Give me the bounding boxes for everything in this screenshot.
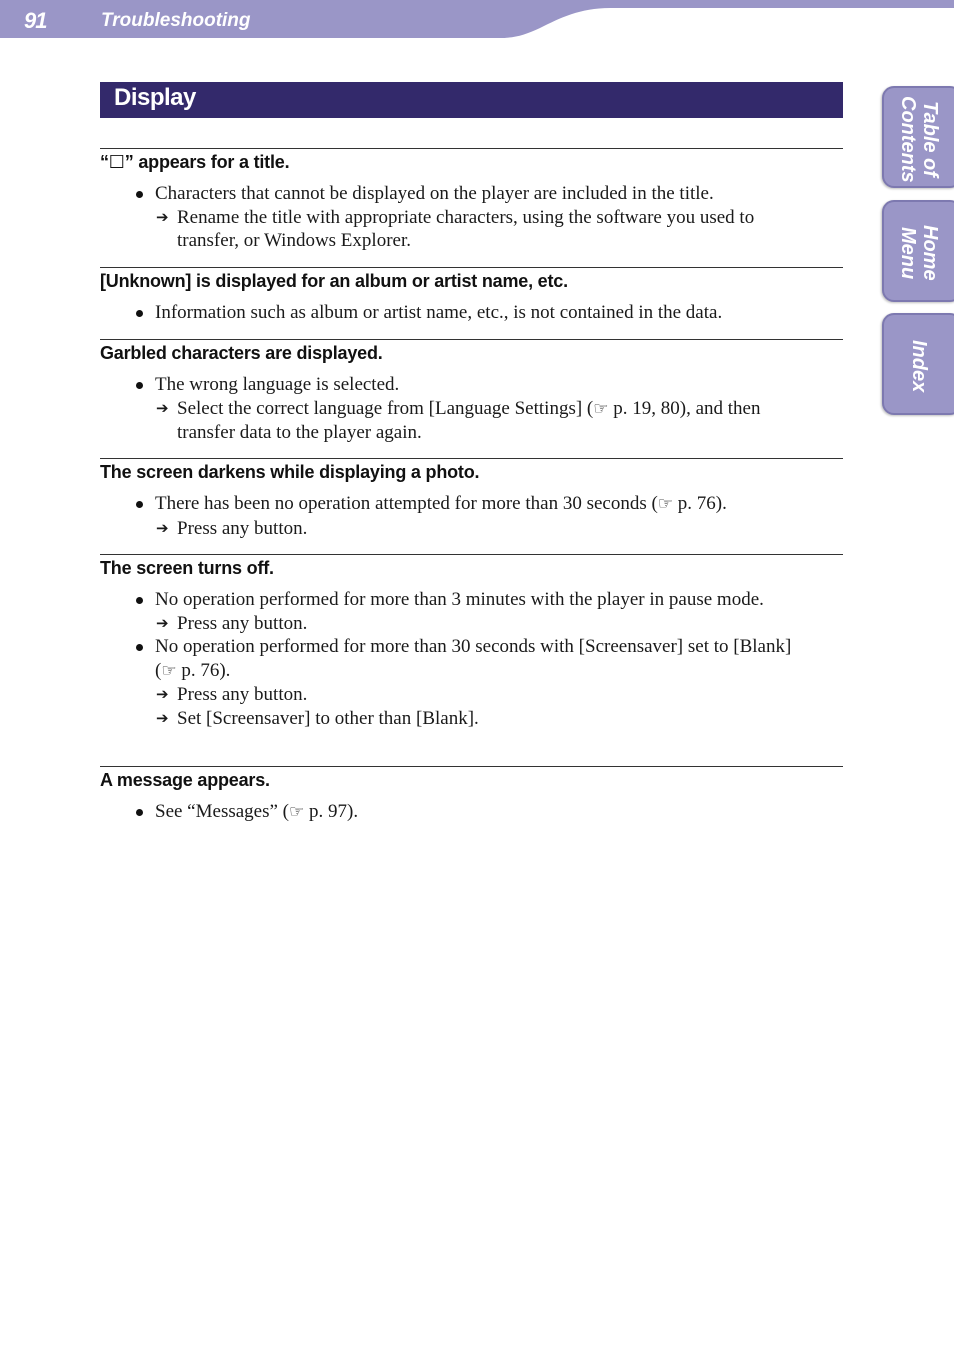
section-garbled-characters <box>100 339 843 445</box>
section-heading: [Unknown] is displayed for an album or artist name, etc. <box>100 271 568 291</box>
bullet-item <box>100 301 843 325</box>
bullet-item <box>100 800 843 825</box>
solution-item <box>100 707 843 731</box>
solution-item <box>100 517 843 541</box>
tab-index[interactable] <box>882 313 954 415</box>
item-text: transfer data to the player again. <box>177 422 422 443</box>
section-heading: “☐” appears for a title. <box>100 152 290 172</box>
tab-table-of-contents[interactable] <box>882 86 954 188</box>
tab-index-label: Index <box>908 339 930 393</box>
pointing-hand-icon: ☞ <box>161 660 177 681</box>
page-reference[interactable]: p. 97). <box>304 801 359 822</box>
item-text: Press any button. <box>177 612 308 634</box>
item-text: transfer, or Windows Explorer. <box>177 230 411 251</box>
section-name: Troubleshooting <box>101 10 251 31</box>
arrow-right-icon: ➔ <box>156 207 169 226</box>
item-text: Information such as album or artist name, etc., is not contained in the data. <box>155 302 723 323</box>
section-screen-darkens <box>100 458 843 540</box>
pointing-hand-icon: ☞ <box>657 494 674 514</box>
page-reference[interactable]: p. 76). <box>673 493 727 514</box>
continuation-line <box>100 421 843 445</box>
section-heading: A message appears. <box>100 770 270 790</box>
bullet-item <box>100 635 843 659</box>
item-text: See “Messages” ( <box>155 801 290 822</box>
arrow-right-icon: ➔ <box>156 708 169 727</box>
continuation-line <box>100 229 843 253</box>
item-text: Set [Screensaver] to other than [Blank]. <box>177 707 479 729</box>
arrow-right-icon: ➔ <box>156 518 169 537</box>
item-text: Press any button. <box>177 684 308 705</box>
pointing-hand-icon: ☞ <box>289 802 305 822</box>
arrow-right-icon: ➔ <box>156 613 169 632</box>
item-text: Characters that cannot be displayed on the player are included in the title. <box>155 183 714 204</box>
item-text: Select the correct language from [Language Settings] ( <box>177 397 594 419</box>
bullet-item <box>100 588 843 612</box>
bullet-item <box>100 492 843 517</box>
item-text: No operation performed for more than 3 minutes with the player in pause mode. <box>155 589 764 610</box>
tab-table-of-contents-label: Table of Contents <box>897 95 941 183</box>
solution-item <box>100 397 843 422</box>
item-text: The wrong language is selected. <box>155 374 400 395</box>
title-bar <box>100 82 843 118</box>
pointing-hand-icon: ☞ <box>593 398 609 419</box>
section-heading: Garbled characters are displayed. <box>100 343 383 363</box>
item-text: ( <box>155 659 162 681</box>
section-heading: The screen darkens while displaying a photo. <box>100 462 480 482</box>
tab-home-menu-label: Home Menu <box>897 225 941 281</box>
item-text: No operation performed for more than 30 seconds with [Screensaver] set to [Blank] <box>155 636 792 657</box>
bullet-item <box>100 373 843 397</box>
tab-home-menu[interactable] <box>882 200 954 302</box>
arrow-right-icon: ➔ <box>156 398 169 417</box>
arrow-right-icon: ➔ <box>156 685 169 703</box>
page-title: Display <box>114 84 196 111</box>
section-heading: The screen turns off. <box>100 558 274 578</box>
section-title-unsupported-chars <box>100 148 843 253</box>
solution-item <box>100 206 843 230</box>
section-unknown-album-artist <box>100 267 843 325</box>
bullet-item <box>100 182 843 206</box>
item-text: There has been no operation attempted for more than 30 seconds ( <box>155 493 658 514</box>
page-number: 91 <box>24 8 47 33</box>
page-reference[interactable]: p. 76). <box>176 659 231 681</box>
item-text: Rename the title with appropriate characters, using the software you used to <box>177 206 755 228</box>
solution-item <box>100 612 843 636</box>
section-message-appears <box>100 766 843 825</box>
item-text: Press any button. <box>177 517 308 539</box>
continuation-line <box>100 659 843 684</box>
page-reference[interactable]: p. 19, 80), and then <box>608 397 761 419</box>
section-screen-turns-off <box>100 554 843 730</box>
solution-item <box>100 683 843 707</box>
